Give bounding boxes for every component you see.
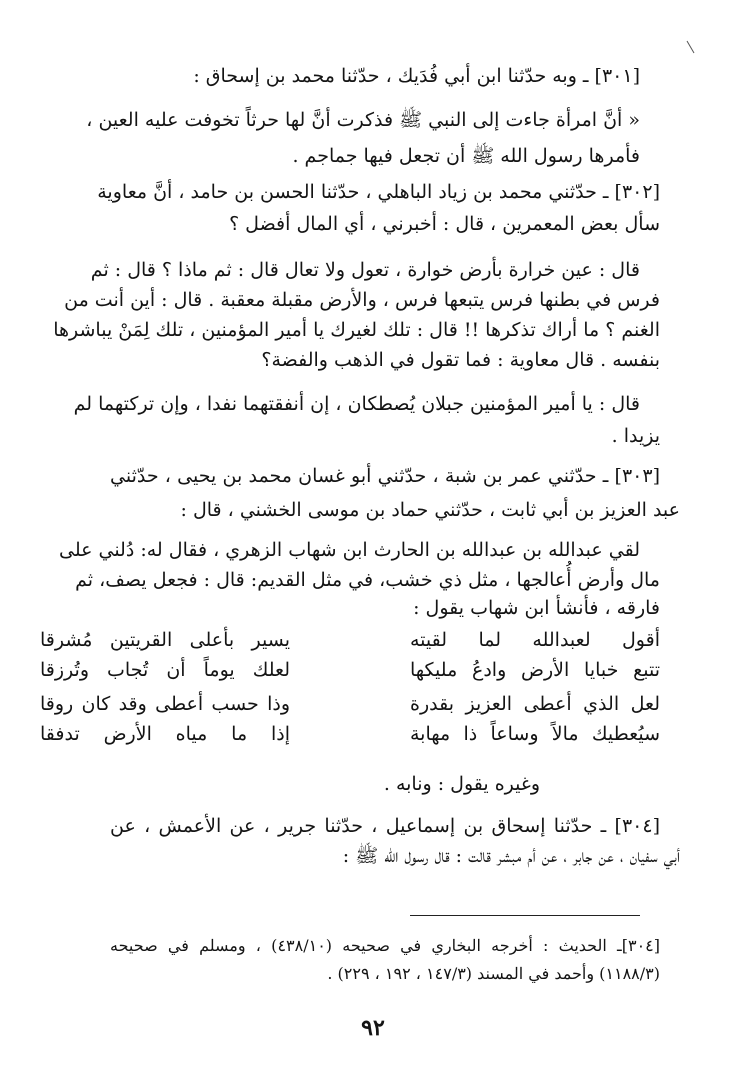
page-number: ٩٢: [361, 1015, 385, 1041]
text-line: [٣٠١] ـ وبه حدّثنا ابن أبي فُدَيك ، حدّثنا محمد بن إسحاق :: [193, 65, 640, 87]
text-line: فارقه ، فأنشأ ابن شهاب يقول :: [413, 597, 660, 619]
text-line: [٣٠٣] ـ حدّثني عمر بن شبة ، حدّثني أبو غسان محمد بن يحيى ، حدّثني: [110, 465, 660, 487]
text-line: بنفسه . قال معاوية : فما تقول في الذهب والفضة؟: [261, 349, 660, 371]
text-line: وغيره يقول : ونابه .: [383, 773, 540, 795]
poem-first-hemistich: سيُعطيك مالاً وساعاً ذا مهابة: [410, 723, 660, 745]
text-line: فرس في بطنها فرس يتبعها فرس ، والأرض مقبلة معقبة . قال : أين أنت من: [64, 289, 660, 311]
footnote-separator: [410, 915, 640, 916]
poem-second-hemistich: يسير بأعلى القريتين مُشرقا: [40, 629, 290, 651]
text-line: سأل بعض المعمرين ، قال : أخبرني ، أي المال أفضل ؟: [229, 213, 660, 235]
poem-second-hemistich: إذا ما مياه الأرض تدفقا: [40, 723, 290, 745]
text-line: قال : عين خرارة بأرض خوارة ، تعول ولا تعال قال : ثم ماذا ؟ قال : ثم: [90, 259, 640, 281]
text-line: عبد العزيز بن أبي ثابت ، حدّثني حماد بن موسى الخشني ، قال :: [180, 499, 680, 521]
text-line: مال وأرض أُعالجها ، مثل ذي خشب، في مثل القديم: قال : فجعل يصف، ثم: [75, 569, 660, 591]
text-line: أبي سفيان ، عن جابر ، عن أم مبشر قالت : قال رسول الله ﷺ :: [342, 845, 680, 867]
text-line: [٣٠٤] ـ حدّثنا إسحاق بن إسماعيل ، حدّثنا جرير ، عن الأعمش ، عن: [110, 815, 660, 837]
poem-first-hemistich: أقول لعبدالله لما لقيته: [410, 629, 660, 651]
text-line: « أنَّ امرأة جاءت إلى النبي ﷺ فذكرت أنَّ لها حرثاً تخوفت عليه العين ،: [86, 109, 640, 131]
text-line: الغنم ؟ ما أراك تذكرها !! قال : تلك لغيرك يا أمير المؤمنين ، تلك لِمَنْ يباشرها: [53, 319, 660, 341]
text-line: قال : يا أمير المؤمنين جبلان يُصطكان ، إن أنفقتهما نفدا ، وإن تركتهما لم: [73, 393, 640, 415]
text-line: يزيدا .: [611, 425, 660, 447]
text-line: [٣٠٢] ـ حدّثني محمد بن زياد الباهلي ، حدّثنا الحسن بن حامد ، أنَّ معاوية: [97, 181, 660, 203]
text-line: لقي عبدالله بن عبدالله بن الحارث ابن شهاب الزهري ، فقال له: دُلني على: [58, 539, 640, 561]
poem-first-hemistich: تتبع خبايا الأرض وادعُ مليكها: [410, 659, 660, 681]
poem: [40, 628, 660, 758]
margin-mark: [687, 41, 695, 54]
poem-second-hemistich: لعلك يوماً أن تُجاب وتُرزقا: [40, 659, 290, 681]
poem-second-hemistich: وذا حسب أعطى وقد كان روقا: [40, 693, 290, 715]
footnote-line: (١١٨٨/٣) وأحمد في المسند (١٤٧/٣ ، ١٩٢ ، ٢٢٩) .: [327, 964, 660, 983]
poem-first-hemistich: لعل الذي أعطى العزيز بقدرة: [410, 693, 660, 715]
footnote-line: [٣٠٤]ـ الحديث : أخرجه البخاري في صحيحه (٤٣٨/١٠) ، ومسلم في صحيحه: [110, 936, 660, 955]
text-line: فأمرها رسول الله ﷺ أن تجعل فيها جماجم .: [292, 145, 640, 167]
